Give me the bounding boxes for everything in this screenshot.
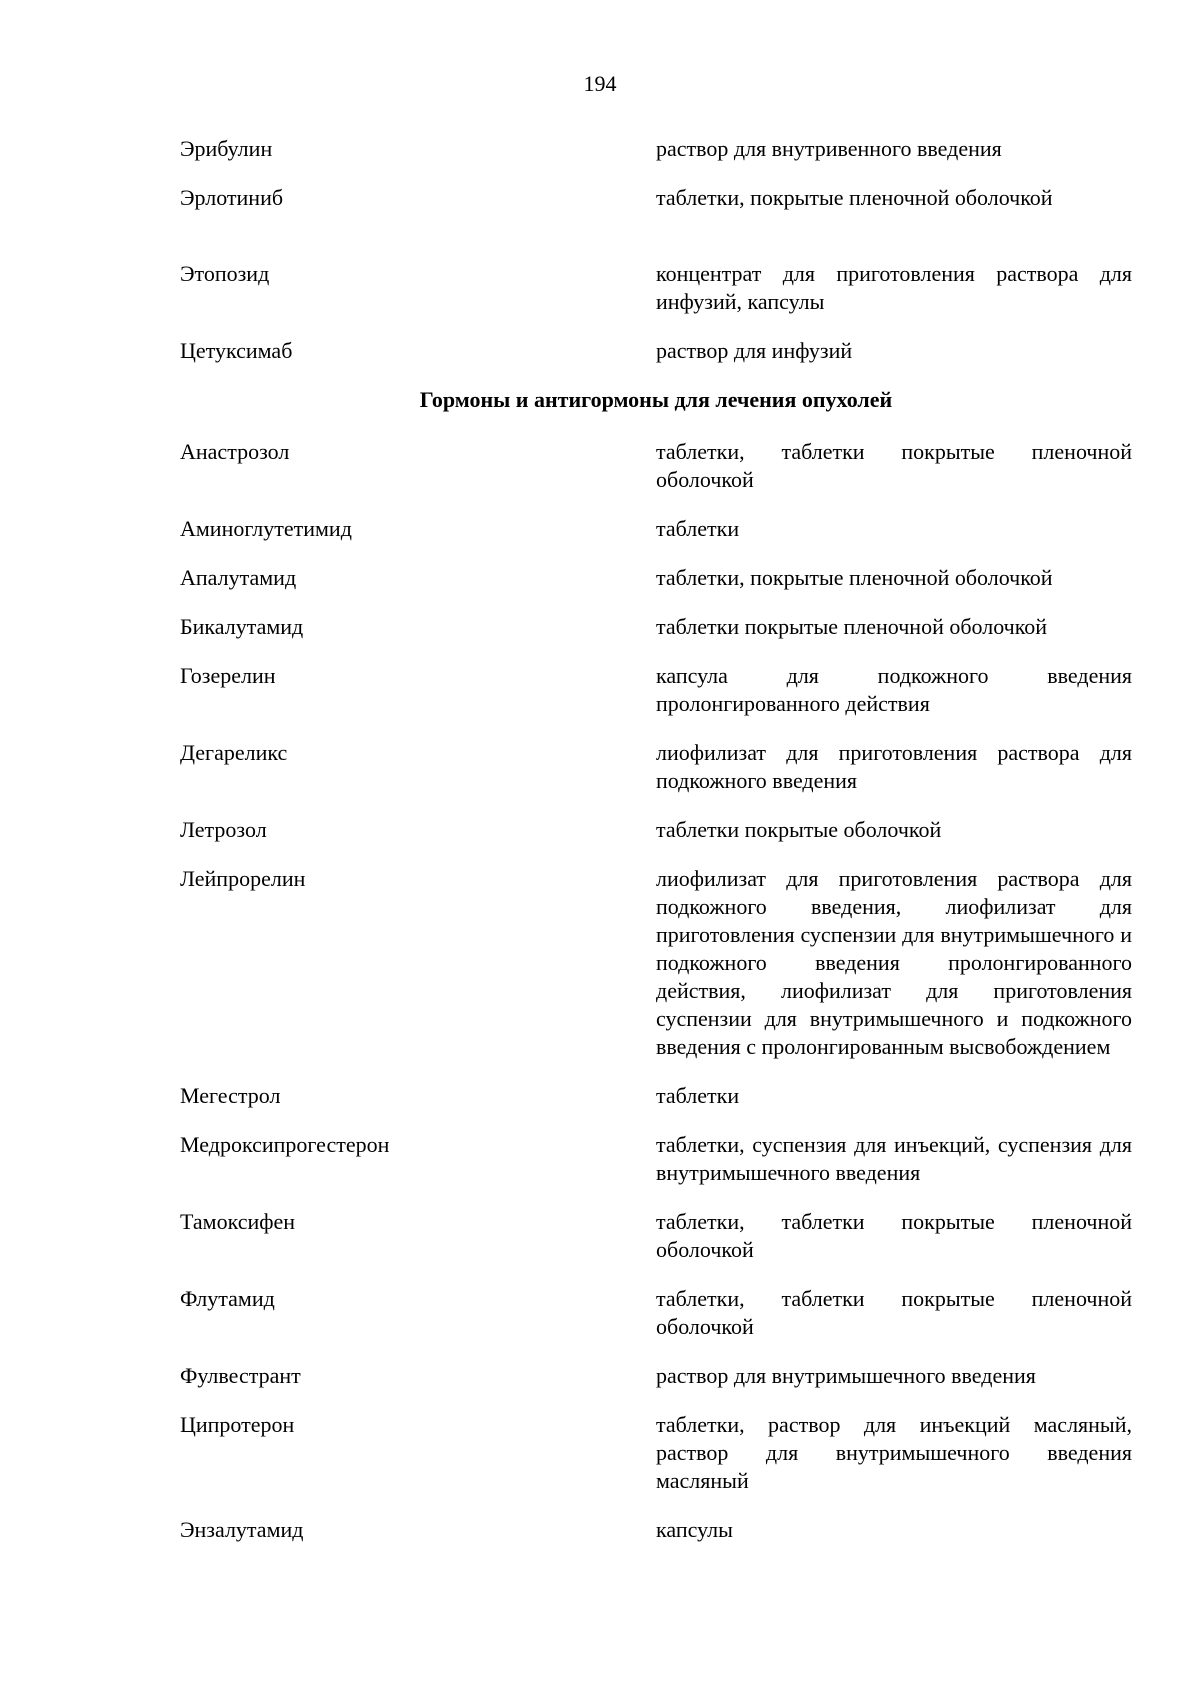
table-row [180,816,1132,844]
drug-name: Апалутамид [180,565,297,590]
table-row [180,1285,1132,1341]
drug-name: Бикалутамид [180,614,304,639]
dosage-form: раствор для внутримышечного введения [656,1363,1036,1388]
table-row [180,1362,1132,1390]
drug-name: Анастрозол [180,439,290,464]
drug-name: Фулвестрант [180,1363,301,1388]
dosage-form: раствор для внутривенного введения [656,136,1002,161]
dosage-form: раствор для инфузий [656,338,853,363]
dosage-form: лиофилизат для приготовления раствора для подкожного введения, лиофилизат для приготовления суспензии для внутримышечного и подкожного введения пролонгированного действия, лиофилизат для приготовления суспензии для внутримышечного и подкожного введения с пролонгированным высвобождением [656,866,1132,1059]
dosage-form: капсула для подкожного введения пролонгированного действия [656,663,1132,716]
drug-name: Дегареликс [180,740,288,765]
dosage-form: лиофилизат для приготовления раствора для подкожного введения [656,740,1132,793]
dosage-form: таблетки покрытые пленочной оболочкой [656,614,1048,639]
table-row [180,739,1132,795]
dosage-form: таблетки, таблетки покрытые пленочной оболочкой [656,1286,1132,1339]
drug-name: Энзалутамид [180,1517,304,1542]
dosage-form: таблетки, таблетки покрытые пленочной оболочкой [656,1209,1132,1262]
table-row [180,1082,1132,1110]
drug-name: Аминоглутетимид [180,516,352,541]
dosage-form: таблетки, таблетки покрытые пленочной оболочкой [656,439,1132,492]
dosage-form: капсулы [656,1517,733,1542]
drug-name: Гозерелин [180,663,276,688]
page-number: 194 [583,71,617,96]
table-row [180,1411,1132,1495]
dosage-form: таблетки [656,516,740,541]
table-row [180,662,1132,718]
table-row [180,613,1132,641]
dosage-form: таблетки [656,1083,740,1108]
table-row [180,260,1132,316]
dosage-form: таблетки, покрытые пленочной оболочкой [656,185,1053,210]
table-row [180,438,1132,494]
table-row [180,135,1132,163]
drug-name: Летрозол [180,817,267,842]
drug-name: Мегестрол [180,1083,281,1108]
drug-name: Медроксипрогестерон [180,1132,390,1157]
table-row [180,865,1132,1061]
drug-name: Ципротерон [180,1412,295,1437]
table-row [180,564,1132,592]
dosage-form: таблетки, покрытые пленочной оболочкой [656,565,1053,590]
drug-list [180,135,1132,1565]
drug-name: Эрибулин [180,136,273,161]
drug-name: Этопозид [180,261,270,286]
dosage-form: концентрат для приготовления раствора для инфузий, капсулы [656,261,1132,314]
table-row [180,1131,1132,1187]
table-row [180,184,1132,212]
table-row [180,337,1132,365]
dosage-form: таблетки, раствор для инъекций масляный, раствор для внутримышечного введения масляный [656,1412,1132,1493]
dosage-form: таблетки покрытые оболочкой [656,817,942,842]
table-row [180,515,1132,543]
drug-name: Эрлотиниб [180,185,284,210]
table-row [180,1208,1132,1264]
drug-name: Цетуксимаб [180,338,293,363]
table-row [180,1516,1132,1544]
drug-name: Флутамид [180,1286,275,1311]
dosage-form: таблетки, суспензия для инъекций, суспензия для внутримышечного введения [656,1132,1132,1185]
drug-name: Лейпрорелин [180,866,306,891]
drug-name: Тамоксифен [180,1209,296,1234]
section-heading: Гормоны и антигормоны для лечения опухолей [419,387,893,412]
